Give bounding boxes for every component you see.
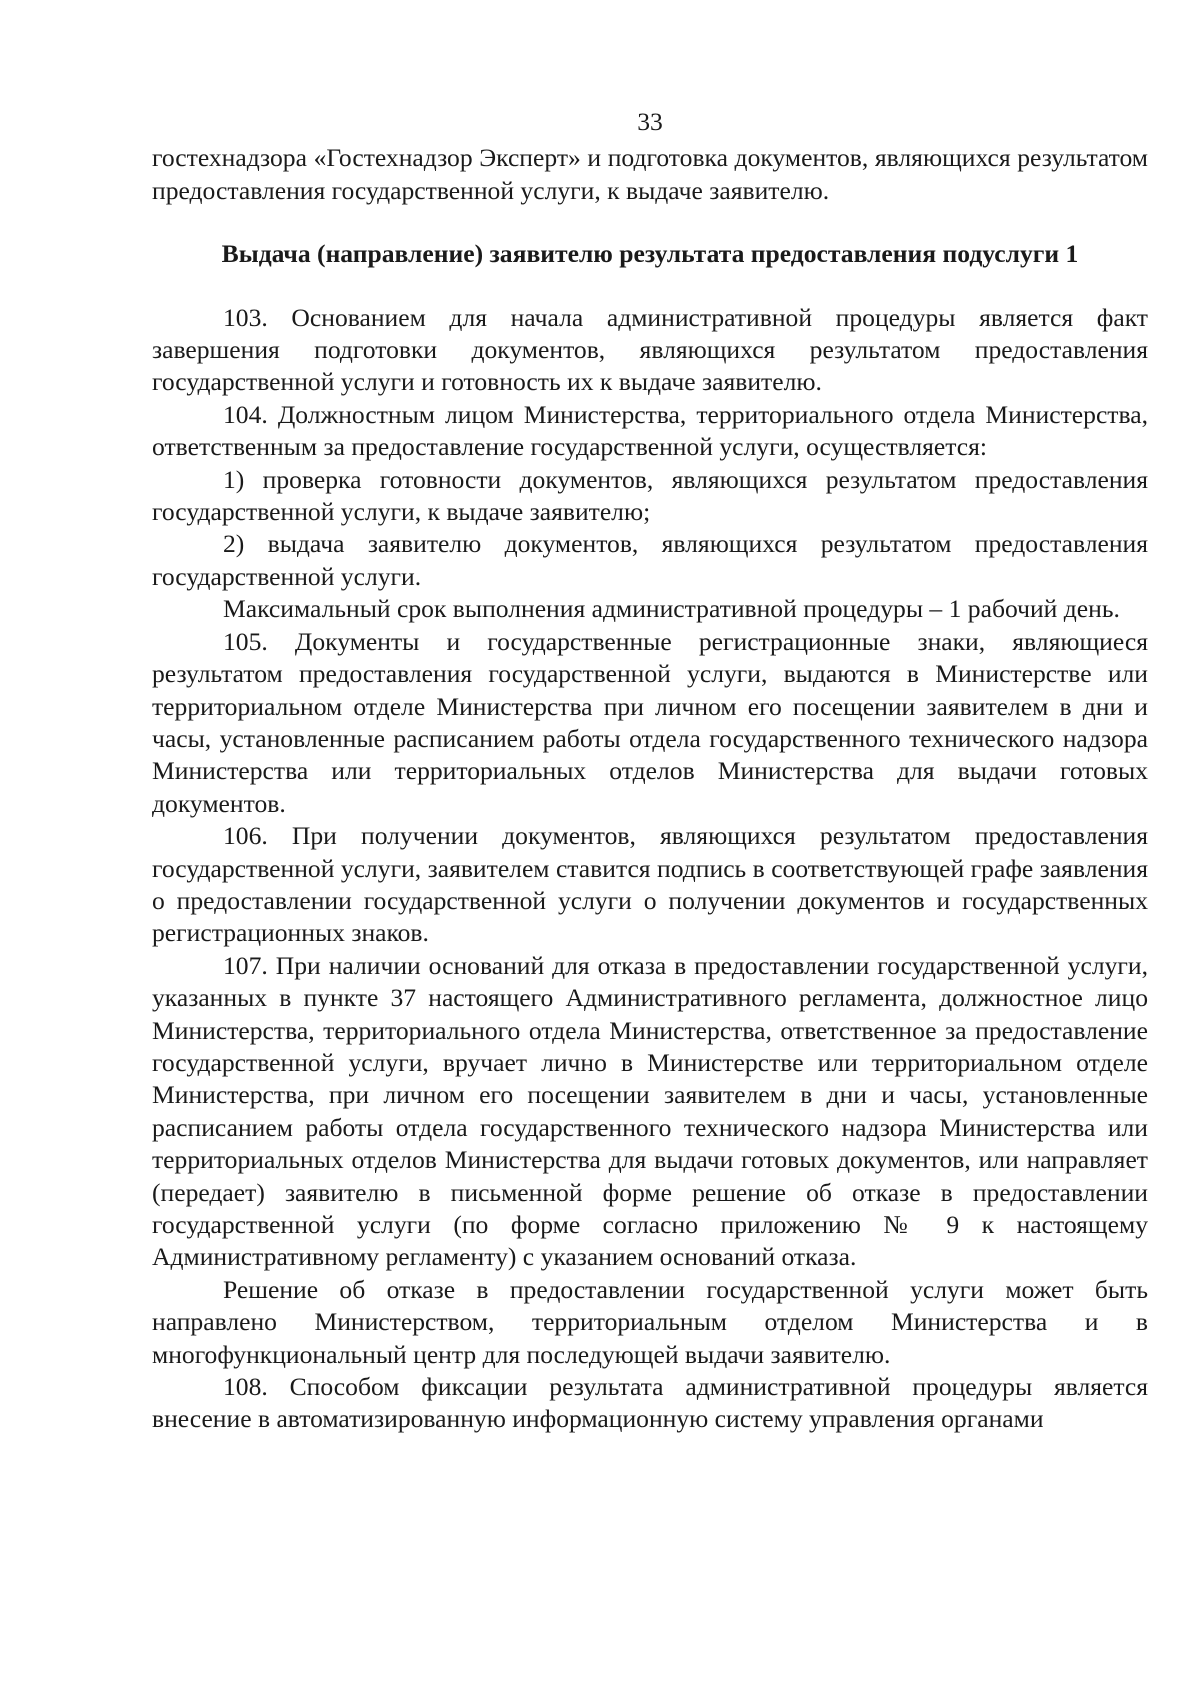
paragraph-108: 108. Способом фиксации результата административной процедуры является внесение в автоматизированную информационную систему управления органами <box>152 1372 1148 1434</box>
paragraph-104-item-1: 1) проверка готовности документов, являющихся результатом предоставления государственной услуги, к выдаче заявителю; <box>152 464 1148 527</box>
paragraph-max-term: Максимальный срок выполнения административной процедуры – 1 рабочий день. <box>223 594 1120 624</box>
lead-paragraph: гостехнадзора «Гостехнадзор Эксперт» и подготовка документов, являющихся результатом предоставления государственной услуги, к выдаче заявителю. <box>152 143 1148 205</box>
paragraph-105: 105. Документы и государственные регистрационные знаки, являющиеся результатом предоставления государственной услуги, выдаются в Министерстве или территориальном отделе Министерства при личном его посещении заявителем в дни и часы, установленные расписанием работы отдела государственного технического надзора Министерства или территориальных отделов Министерства для выдачи готовых документов. <box>152 626 1148 818</box>
paragraph-refusal-decision: Решение об отказе в предоставлении государственной услуги может быть направлено Министерством, территориальным отделом Министерства и в многофункциональный центр для последующей выдачи заявителю. <box>152 1274 1148 1369</box>
paragraph-107: 107. При наличии оснований для отказа в предоставлении государственной услуги, указанных в пункте 37 настоящего Административного регламента, должностное лицо Министерства, территориального отдела Министерства, ответственное за предоставление государственной услуги, вручает лично в Министерстве или территориальном отделе Министерства, при личном его посещении заявителем в дни и часы, установленные расписанием работы отдела государственного технического надзора Министерства или территориальных отделов Министерства для выдачи готовых документов, или направляет (передает) заявителю в письменной форме решение об отказе в предоставлении государственной услуги (по форме согласно приложению № 9 к настоящему Административному регламенту) с указанием оснований отказа. <box>152 950 1148 1272</box>
paragraph-103: 103. Основанием для начала административной процедуры является факт завершения подготовки документов, являющихся результатом предоставления государственной услуги и готовность их к выдаче заявителю. <box>152 302 1148 397</box>
section-heading: Выдача (направление) заявителю результата предоставления подуслуги 1 <box>221 239 1079 269</box>
paragraph-104-item-2: 2) выдача заявителю документов, являющихся результатом предоставления государственной услуги. <box>152 529 1148 591</box>
page-number: 33 <box>637 107 663 136</box>
paragraph-106: 106. При получении документов, являющихся результатом предоставления государственной услуги, заявителем ставится подпись в соответствующей графе заявления о предоставлении государственной услуги о получении документов и государственных регистрационных знаков. <box>152 821 1148 948</box>
paragraph-104: 104. Должностным лицом Министерства, территориального отдела Министерства, ответственным за предоставление государственной услуги, осуществляется: <box>152 399 1148 462</box>
